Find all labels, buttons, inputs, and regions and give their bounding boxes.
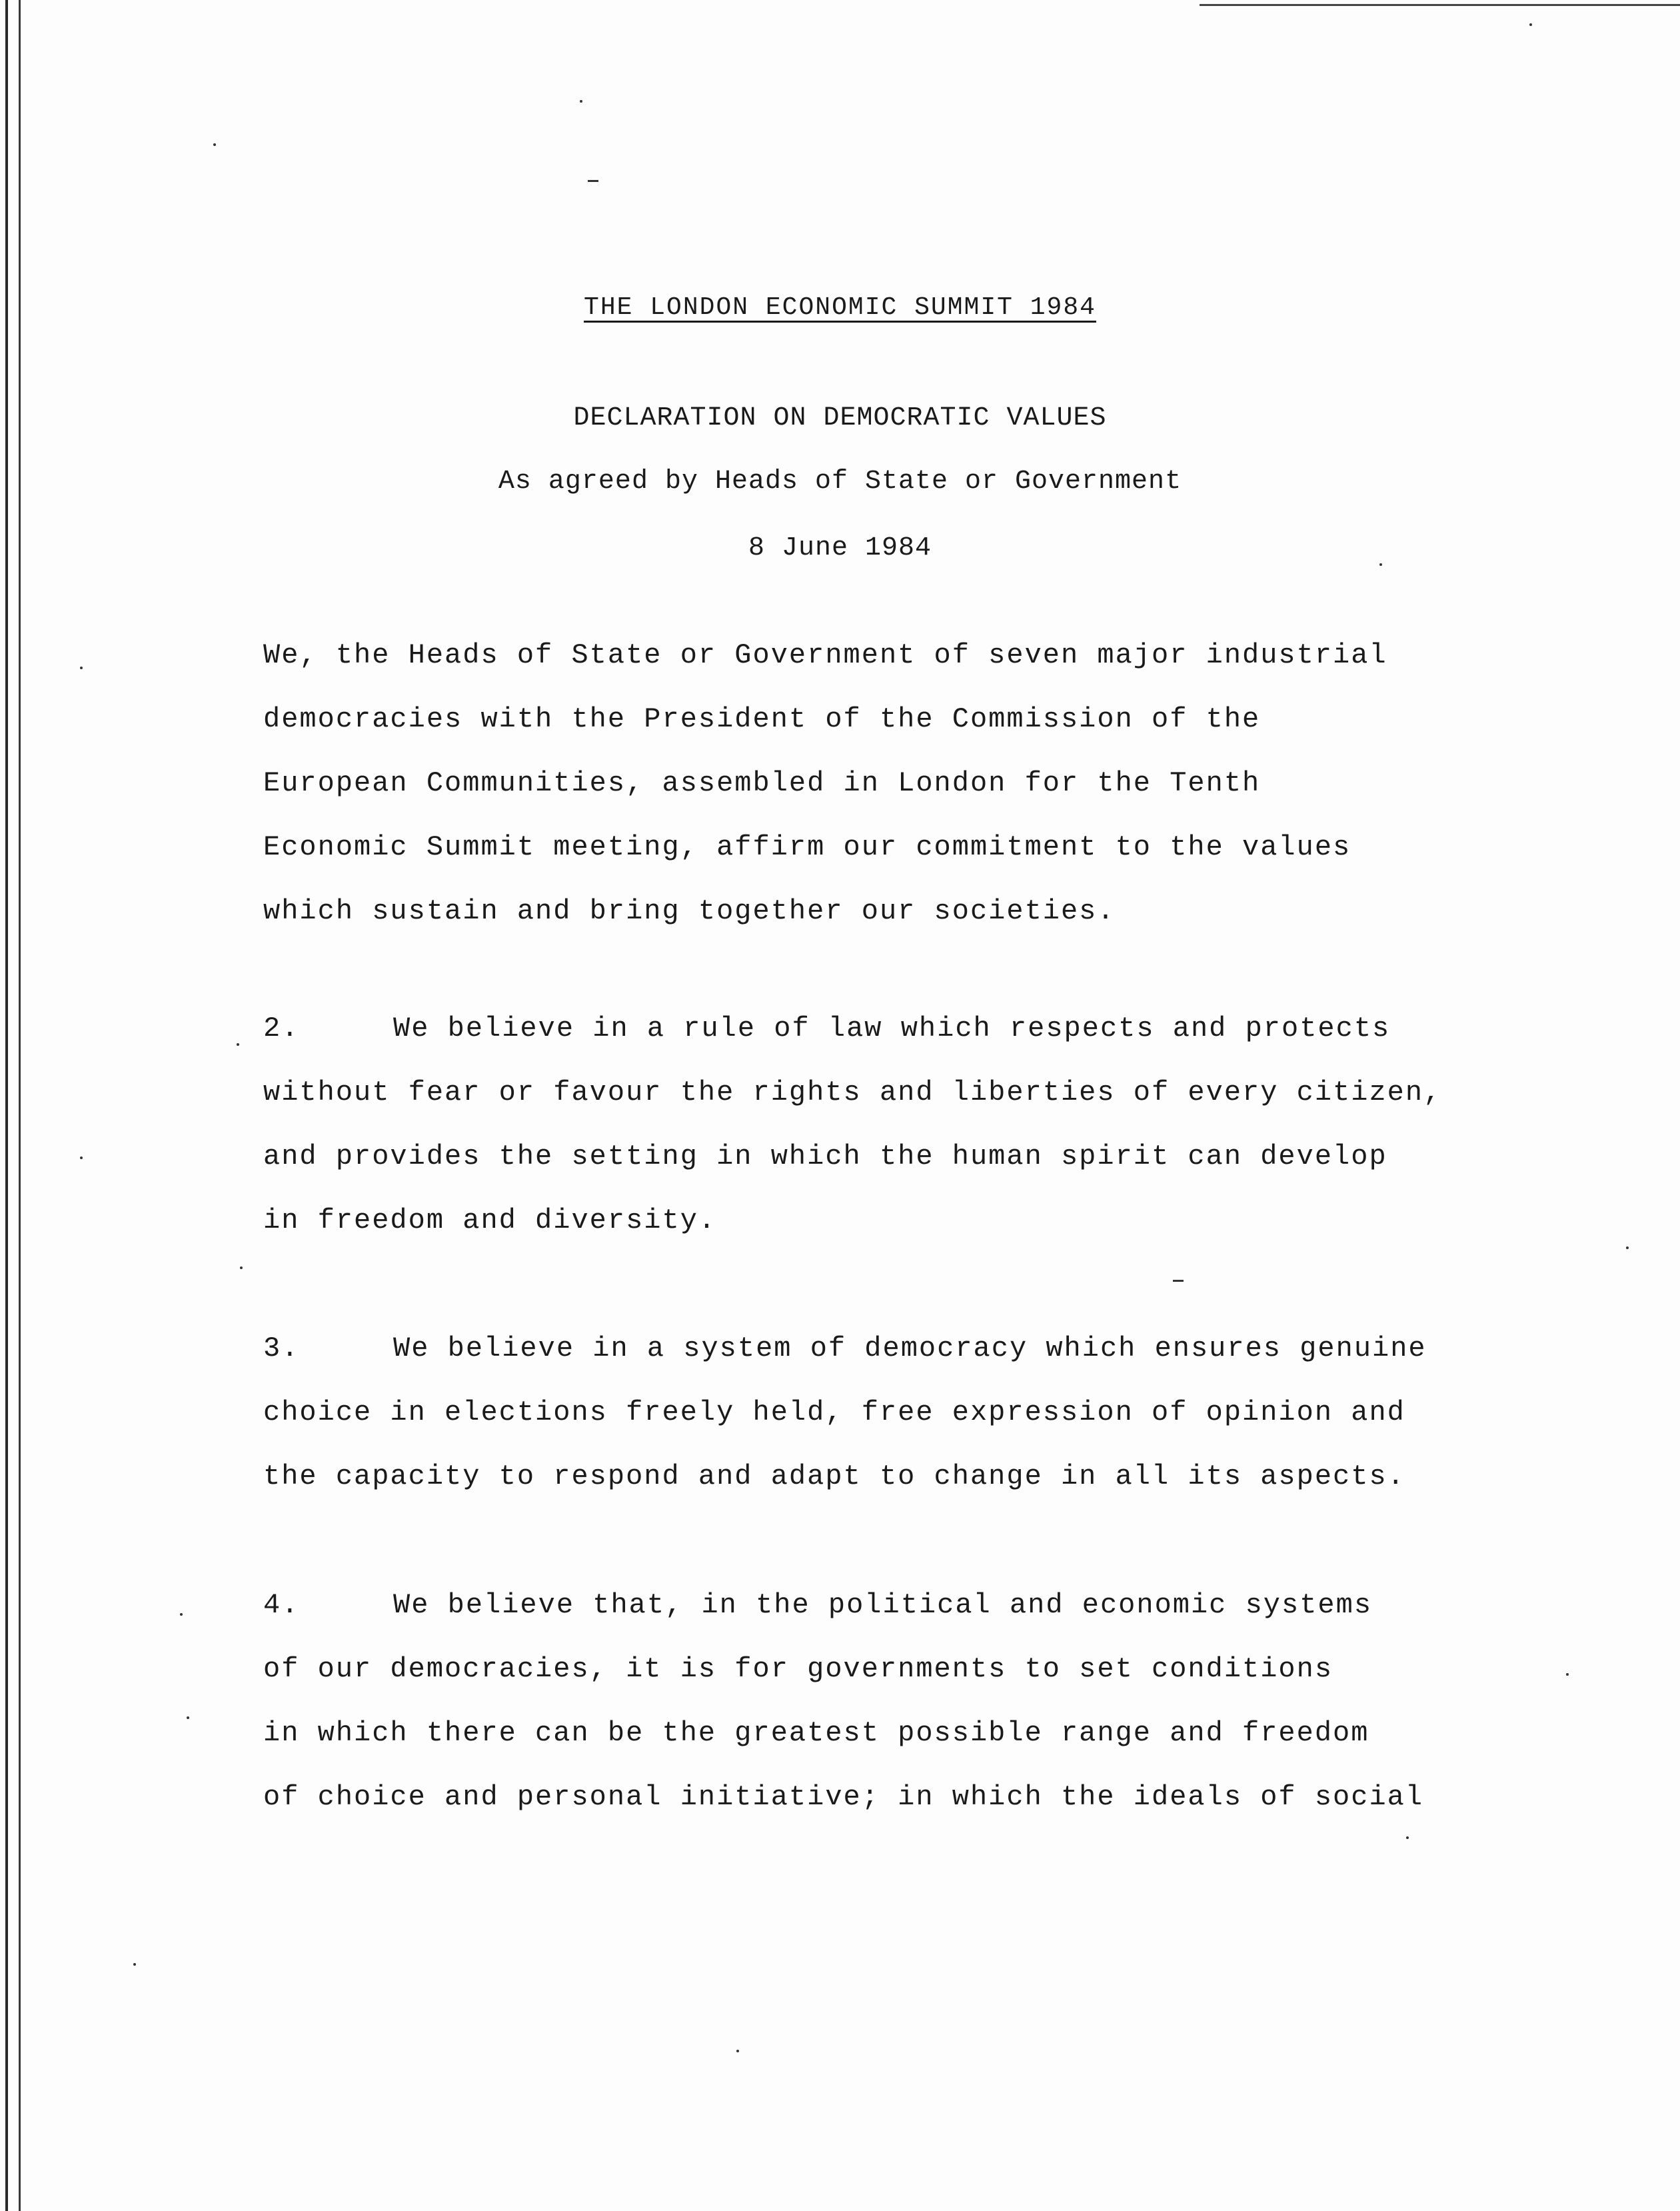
- scan-speck: [1406, 1836, 1409, 1839]
- paragraph-line-text: We believe in a rule of law which respects and protects: [393, 1013, 1391, 1045]
- paragraph-line: We, the Heads of State or Government of seven major industrial: [263, 639, 1387, 671]
- paragraph-line: democracies with the President of the Commission of the: [263, 703, 1261, 735]
- paragraph-line-text: We believe that, in the political and economic systems: [393, 1589, 1373, 1621]
- paragraph-line: Economic Summit meeting, affirm our commitment to the values: [263, 831, 1351, 863]
- declaration-subheading: As agreed by Heads of State or Government: [498, 467, 1182, 497]
- paragraph-line: choice in elections freely held, free expression of opinion and: [263, 1396, 1405, 1428]
- document-title: [0, 293, 1680, 322]
- scan-speck: [80, 667, 83, 669]
- paragraph-line: [263, 1573, 1529, 1637]
- paragraph-2: [263, 997, 1529, 1252]
- scan-speck: [1566, 1673, 1569, 1676]
- paragraph-line: in which there can be the greatest possible range and freedom: [263, 1717, 1369, 1749]
- document-title-text: THE LONDON ECONOMIC SUMMIT 1984: [584, 293, 1096, 322]
- scan-speck: [237, 1043, 239, 1046]
- declaration-date: 8 June 1984: [748, 533, 932, 563]
- paragraph-line: of choice and personal initiative; in which the ideals of social: [263, 1781, 1424, 1813]
- paragraph-line-text: We believe in a system of democracy which ensures genuine: [393, 1332, 1427, 1364]
- scan-speck: [213, 143, 216, 146]
- paragraph-4: [263, 1573, 1529, 1829]
- scan-edge-top: [1200, 4, 1680, 6]
- scan-edge-left-inner: [19, 0, 21, 2211]
- paragraph-line: in freedom and diversity.: [263, 1204, 717, 1236]
- paragraph-1: [263, 623, 1529, 943]
- paragraph-3: [263, 1316, 1529, 1508]
- paragraph-line: [263, 997, 1529, 1061]
- scan-speck: [240, 1266, 243, 1269]
- scan-speck: [580, 100, 582, 103]
- scan-speck: [133, 1963, 136, 1966]
- paragraph-line: which sustain and bring together our societies.: [263, 895, 1116, 927]
- scan-edge-left: [5, 0, 8, 2211]
- paragraph-line: and provides the setting in which the human spirit can develop: [263, 1140, 1387, 1172]
- paragraph-line: European Communities, assembled in London for the Tenth: [263, 767, 1261, 799]
- paragraph-line: the capacity to respond and adapt to change in all its aspects.: [263, 1460, 1405, 1492]
- scan-speck: [80, 1156, 83, 1159]
- declaration-heading: DECLARATION ON DEMOCRATIC VALUES: [573, 403, 1107, 433]
- scan-speck: [1529, 23, 1532, 26]
- scan-speck: [180, 1613, 183, 1616]
- scan-speck: [1173, 1280, 1184, 1282]
- paragraph-line: of our democracies, it is for governments to set conditions: [263, 1653, 1333, 1685]
- scan-speck: [736, 2050, 739, 2052]
- scan-speck: [588, 180, 598, 182]
- scan-speck: [187, 1716, 189, 1719]
- paragraph-line: [263, 1316, 1529, 1380]
- paragraph-line: without fear or favour the rights and liberties of every citizen,: [263, 1077, 1442, 1108]
- paragraph-number: 2.: [263, 1013, 300, 1045]
- scan-speck: [1626, 1246, 1629, 1249]
- paragraph-number: 3.: [263, 1332, 300, 1364]
- scan-speck: [1379, 563, 1382, 566]
- paragraph-number: 4.: [263, 1589, 300, 1621]
